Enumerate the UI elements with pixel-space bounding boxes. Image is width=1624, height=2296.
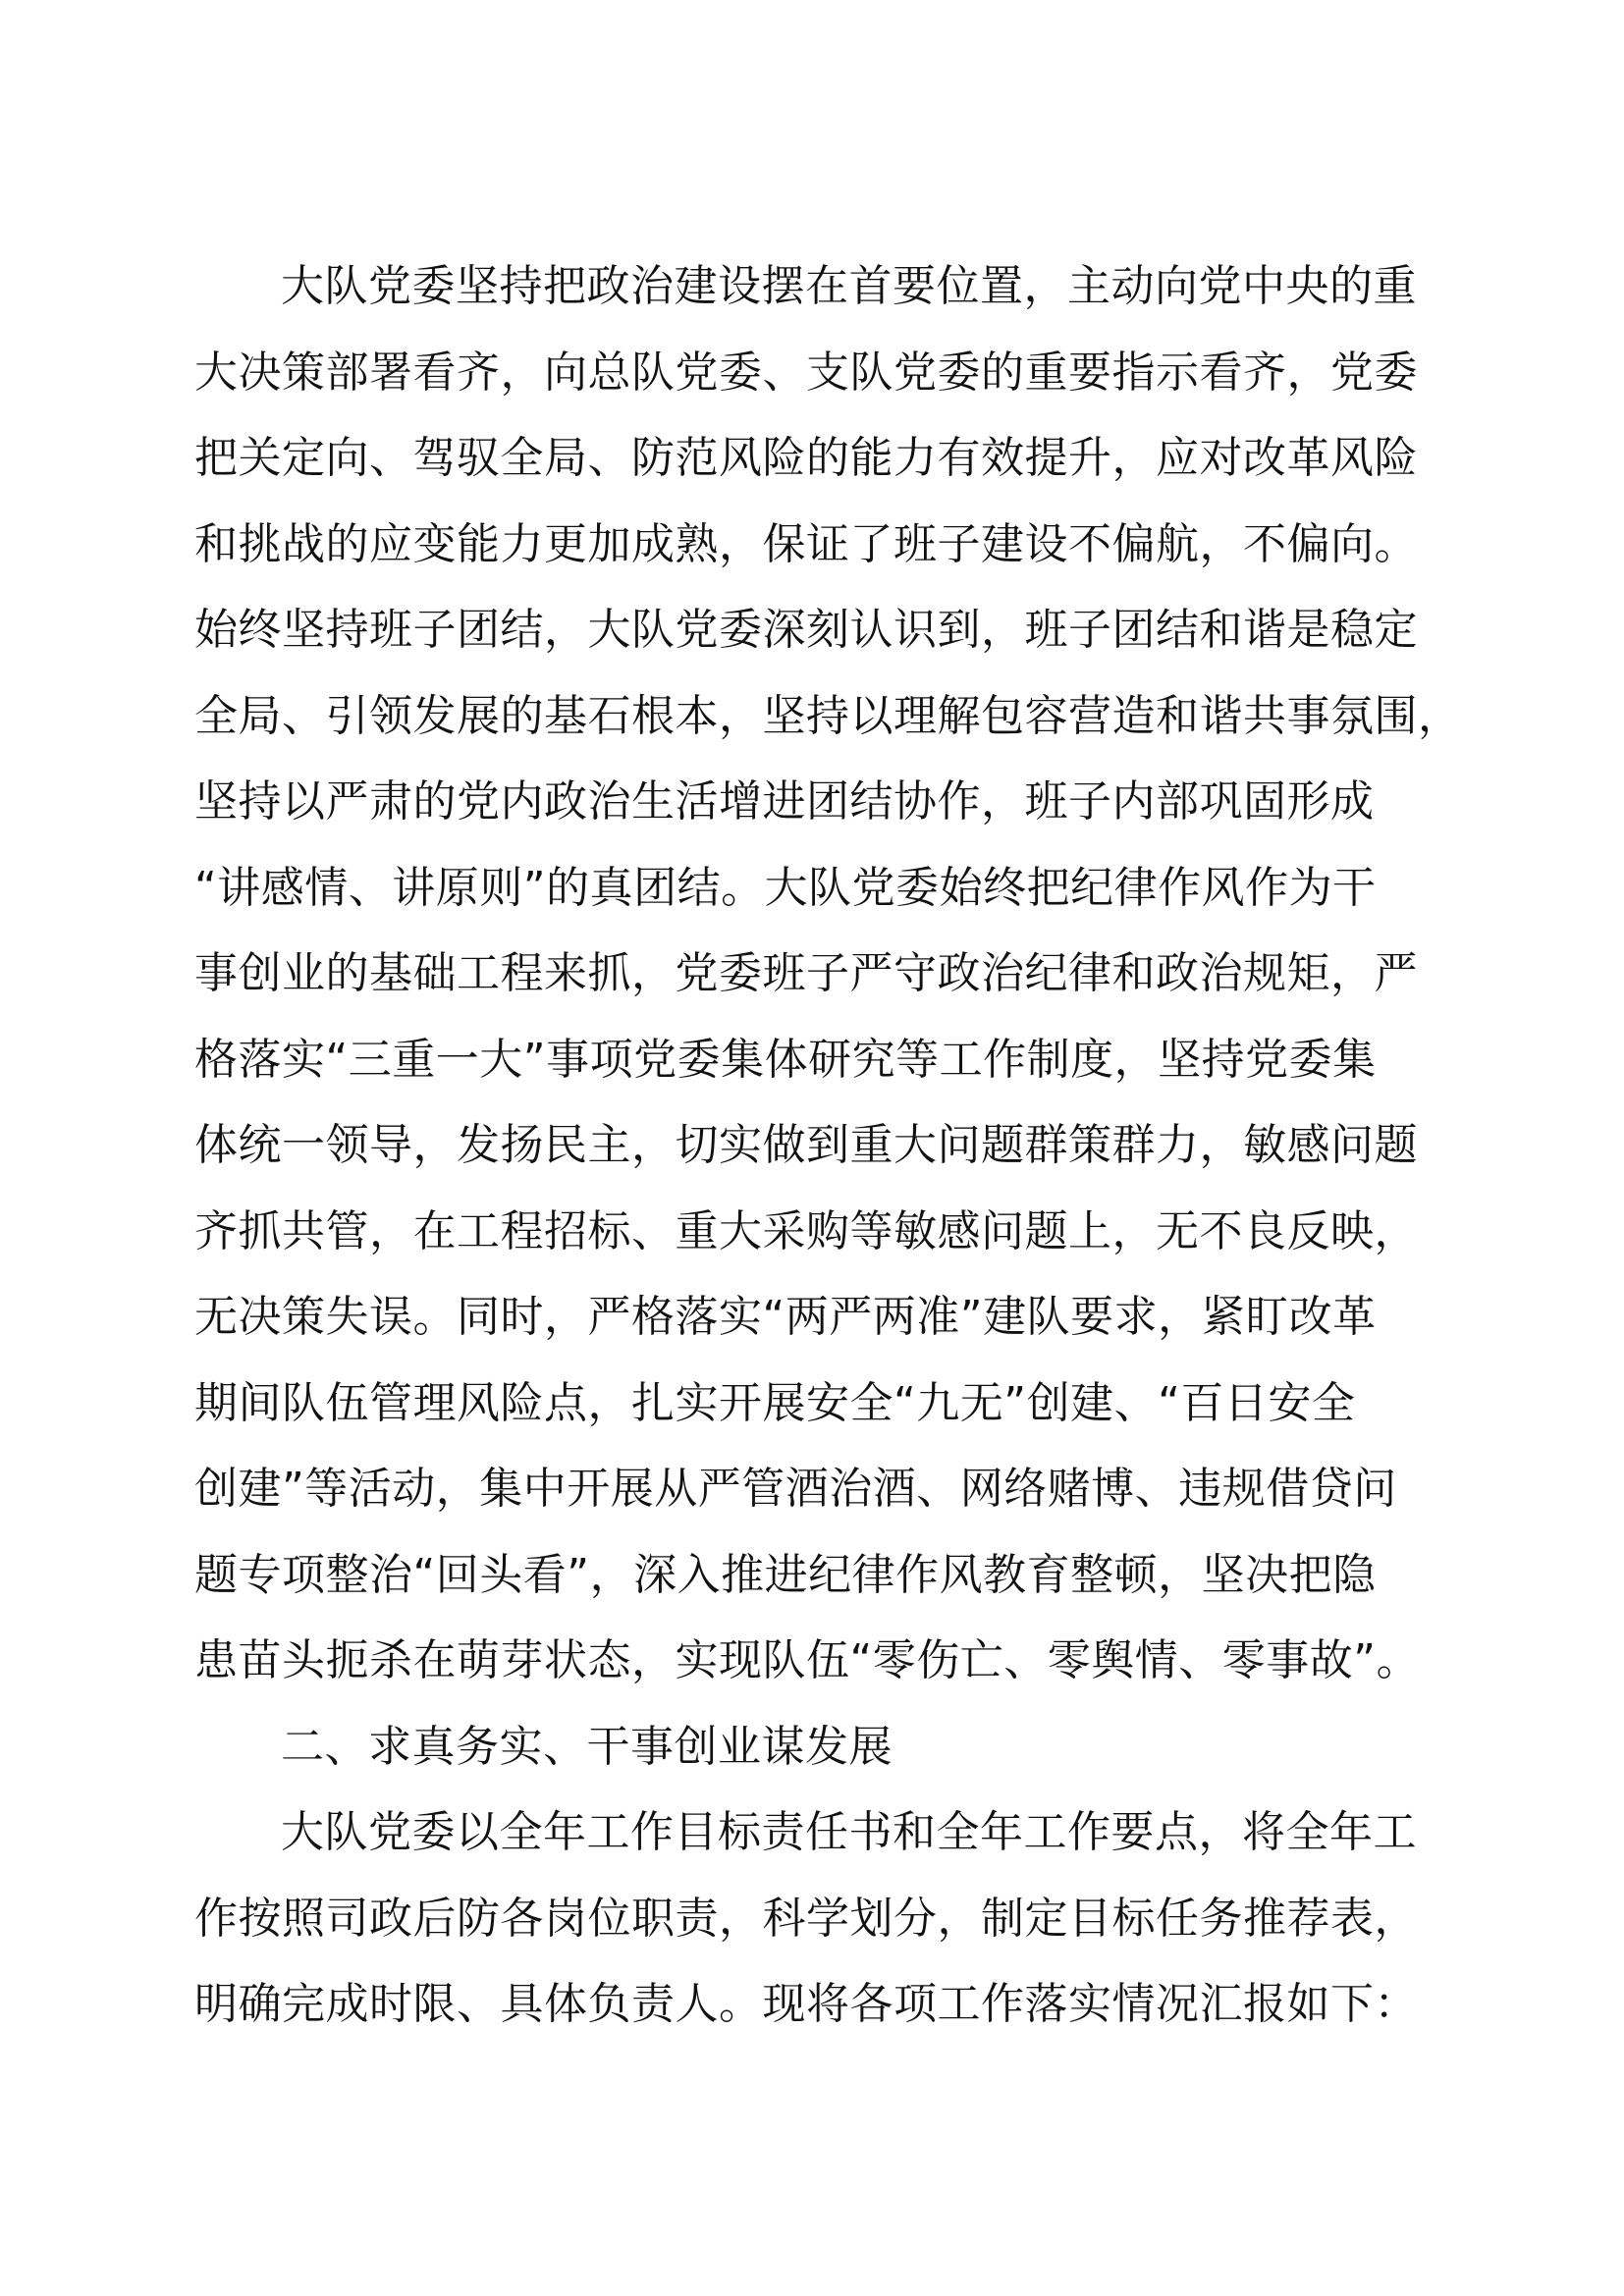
text-line: 大决策部署看齐，向总队党委、支队党委的重要指示看齐，党委 — [194, 347, 1418, 398]
text-line: 把关定向、驾驭全局、防范风险的能力有效提升，应对改革风险 — [194, 433, 1418, 483]
text-line: 全局、引领发展的基石根本，坚持以理解包容营造和谐共事氛围， — [194, 690, 1462, 741]
text-line: 和挑战的应变能力更加成熟，保证了班子建设不偏航，不偏向。 — [194, 518, 1418, 569]
paragraph-first-line: 大队党委坚持把政治建设摆在首要位置，主动向党中央的重 — [281, 261, 1417, 311]
text-line: 坚持以严肃的党内政治生活增进团结协作，班子内部巩固形成 — [194, 776, 1375, 827]
text-line: 无决策失误。同时，严格落实“两严两准”建队要求，紧盯改革 — [194, 1292, 1377, 1342]
text-line: 事创业的基础工程来抓，党委班子严守政治纪律和政治规矩，严 — [194, 948, 1418, 998]
text-line: 创建”等活动，集中开展从严管酒治酒、网络赌博、违规借贷问 — [194, 1464, 1397, 1514]
paragraph-first-line: 大队党委以全年工作目标责任书和全年工作要点，将全年工 — [281, 1807, 1417, 1857]
text-line: 患苗头扼杀在萌芽状态，实现队伍“零伤亡、零舆情、零事故”。 — [194, 1635, 1421, 1685]
body-text — [194, 243, 1469, 2048]
paragraph-first-line: 二、求真务实、干事创业谋发展 — [281, 1721, 893, 1772]
text-line: 期间队伍管理风险点，扎实开展安全“九无”创建、“百日安全 — [194, 1377, 1356, 1428]
text-line: “讲感情、讲原则”的真团结。大队党委始终把纪律作风作为干 — [194, 862, 1377, 913]
text-line: 体统一领导，发扬民主，切实做到重大问题群策群力，敏感问题 — [194, 1120, 1418, 1170]
text-line: 题专项整治“回头看”，深入推进纪律作风教育整顿，坚决把隐 — [194, 1549, 1377, 1600]
text-line: 明确完成时限、具体负责人。现将各项工作落实情况汇报如下： — [194, 1979, 1418, 2029]
text-line: 格落实“三重一大”事项党委集体研究等工作制度，坚持党委集 — [194, 1034, 1377, 1085]
text-line: 作按照司政后防各岗位职责，科学划分，制定目标任务推荐表， — [194, 1893, 1418, 1944]
text-line: 齐抓共管，在工程招标、重大采购等敏感问题上，无不良反映， — [194, 1205, 1418, 1256]
text-line: 始终坚持班子团结，大队党委深刻认识到，班子团结和谐是稳定 — [194, 605, 1418, 655]
